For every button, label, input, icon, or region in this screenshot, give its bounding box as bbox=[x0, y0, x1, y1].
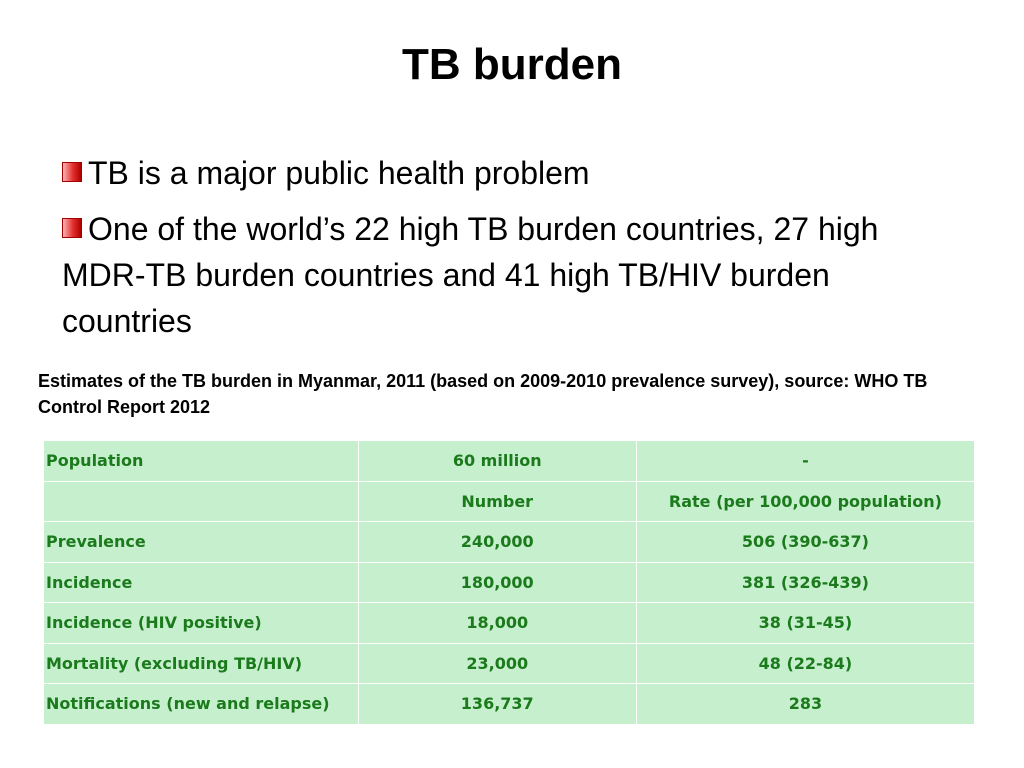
table-cell: Notifications (new and relapse) bbox=[44, 684, 359, 725]
table-cell: 60 million bbox=[358, 441, 636, 482]
bullet-text: TB is a major public health problem bbox=[88, 155, 590, 191]
table-cell: 48 (22-84) bbox=[636, 643, 974, 684]
table-cell: Rate (per 100,000 population) bbox=[636, 481, 974, 522]
table-row bbox=[44, 643, 975, 684]
table-cell: - bbox=[636, 441, 974, 482]
table-cell: 38 (31-45) bbox=[636, 603, 974, 644]
table-cell: 180,000 bbox=[358, 562, 636, 603]
table-row bbox=[44, 481, 975, 522]
table-cell: 23,000 bbox=[358, 643, 636, 684]
table-cell: 240,000 bbox=[358, 522, 636, 563]
table-row bbox=[44, 441, 975, 482]
table-cell: 283 bbox=[636, 684, 974, 725]
bullet-list bbox=[62, 150, 962, 354]
table-row bbox=[44, 684, 975, 725]
table-cell: Population bbox=[44, 441, 359, 482]
table-cell: Number bbox=[358, 481, 636, 522]
table-row bbox=[44, 562, 975, 603]
table-cell: Mortality (excluding TB/HIV) bbox=[44, 643, 359, 684]
red-square-bullet-icon bbox=[62, 162, 82, 182]
table-cell bbox=[44, 481, 359, 522]
bullet-text: One of the world’s 22 high TB burden countries, 27 high MDR-TB burden countries and 41 high TB/HIV burden countries bbox=[62, 211, 879, 339]
table-cell: 136,737 bbox=[358, 684, 636, 725]
red-square-bullet-icon bbox=[62, 218, 82, 238]
bullet-item bbox=[62, 150, 962, 196]
table-cell: 381 (326-439) bbox=[636, 562, 974, 603]
table-row bbox=[44, 603, 975, 644]
table-cell: 18,000 bbox=[358, 603, 636, 644]
table-cell: Incidence (HIV positive) bbox=[44, 603, 359, 644]
slide-title: TB burden bbox=[402, 40, 622, 89]
table-caption: Estimates of the TB burden in Myanmar, 2011 (based on 2009-2010 prevalence survey), source: WHO TB Control Report 2012 bbox=[38, 371, 928, 417]
tb-burden-table bbox=[43, 440, 975, 725]
table-cell: 506 (390-637) bbox=[636, 522, 974, 563]
bullet-item bbox=[62, 206, 962, 344]
table-cell: Incidence bbox=[44, 562, 359, 603]
table-cell: Prevalence bbox=[44, 522, 359, 563]
table-row bbox=[44, 522, 975, 563]
